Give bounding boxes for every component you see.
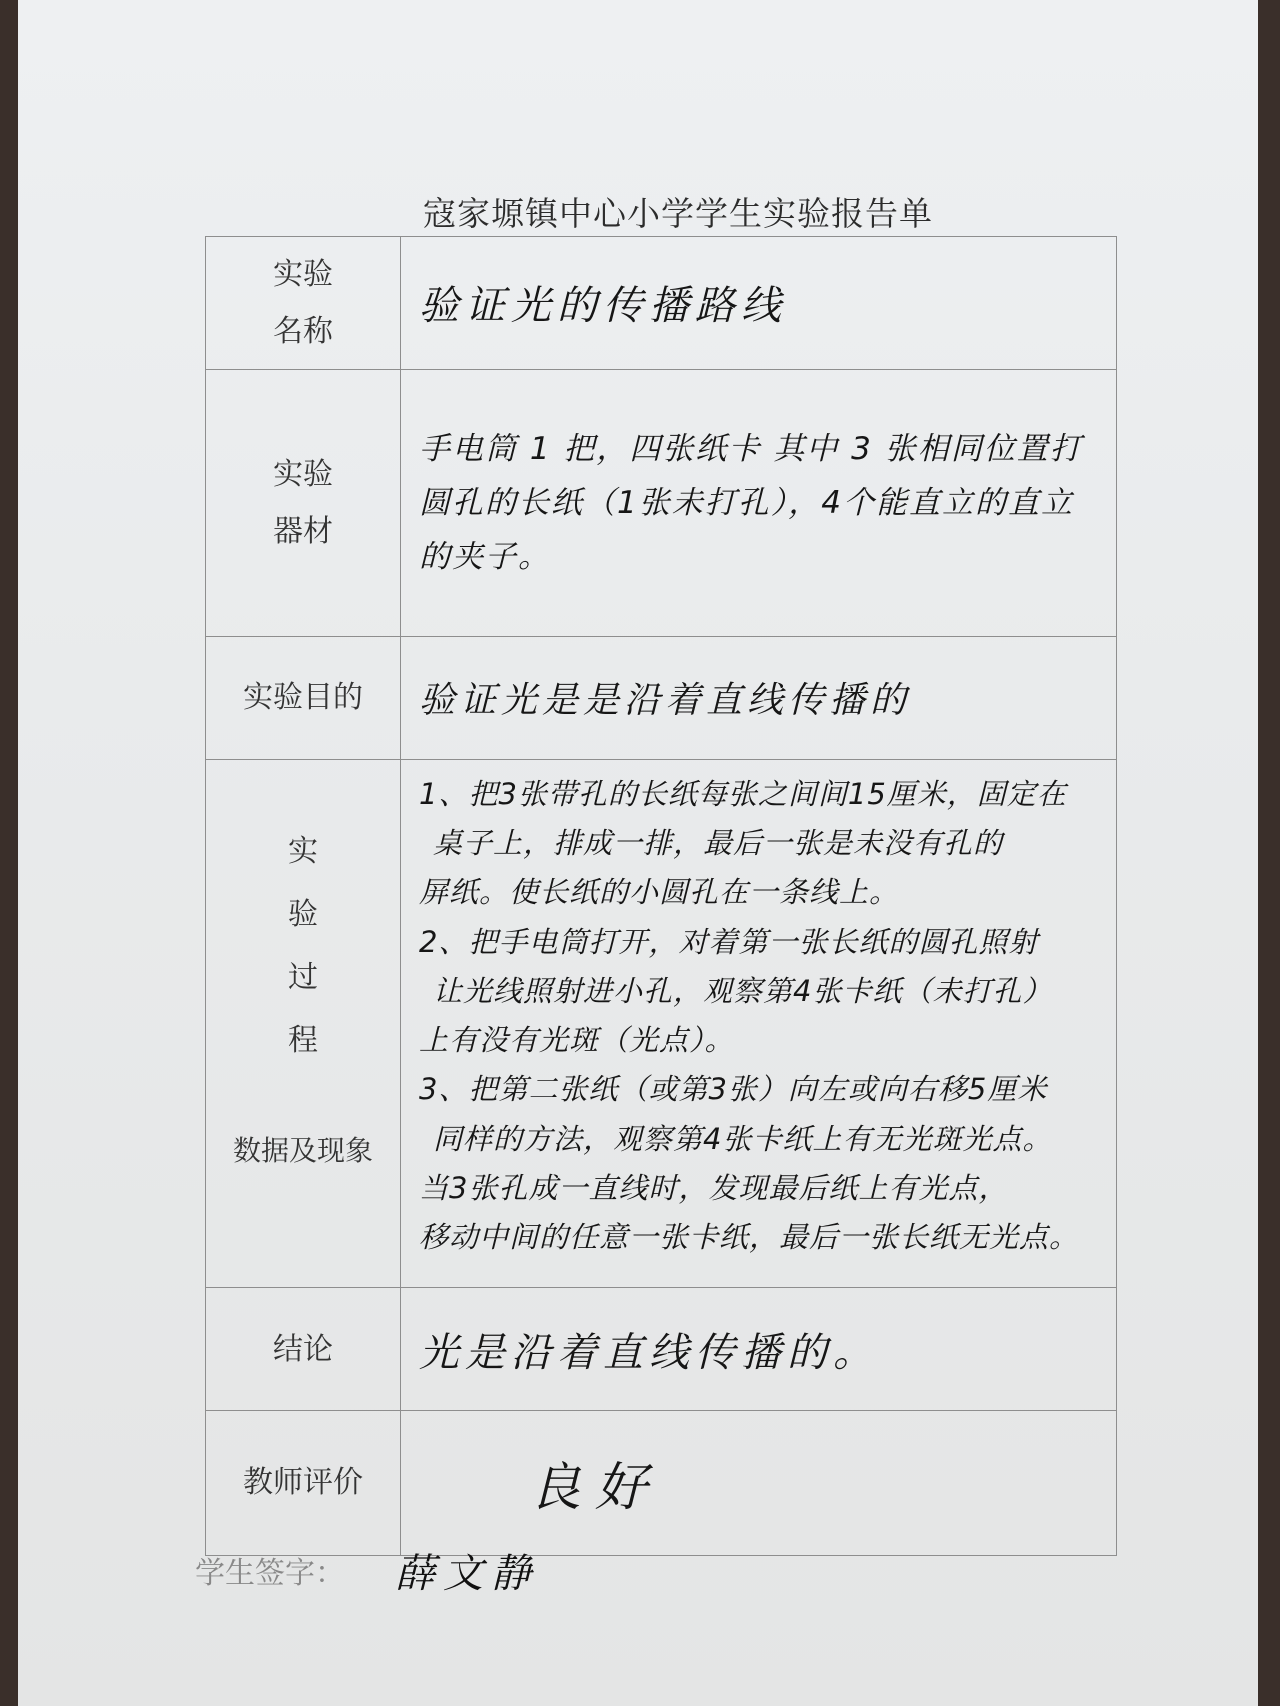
process-line: 当3张孔成一直线时，发现最后纸上有光点， (419, 1170, 1009, 1205)
table-row (206, 637, 1117, 759)
process-line: 屏纸。使长纸的小圆孔在一条线上。 (419, 875, 900, 910)
label-text-data: 数据及现象 (232, 1133, 373, 1167)
row-value-conclusion (401, 1288, 1117, 1410)
row-value-process (401, 759, 1117, 1288)
process-line: 1、把3张带孔的长纸每张之间间15厘米，固定在 (419, 776, 1067, 811)
label-text: 实 验 过 程 (288, 833, 318, 1058)
process-line: 桌子上，排成一排，最后一张是未没有孔的 (433, 825, 1004, 860)
process-line: 同样的方法，观察第4张卡纸上有无光斑光点。 (433, 1121, 1053, 1156)
label-text: 教师评价 (243, 1465, 363, 1501)
process-line: 上有没有光斑（光点）。 (419, 1023, 735, 1058)
process-line: 2、把手电筒打开，对着第一张长纸的圆孔照射 (419, 924, 1039, 959)
row-label-evaluation (206, 1410, 401, 1555)
process-line: 3、把第二张纸（或第3张）向左或向右移5厘米 (419, 1072, 1048, 1107)
label-text: 结论 (273, 1331, 333, 1367)
student-signature: 薛文静 (395, 1550, 539, 1597)
row-label-conclusion (206, 1288, 401, 1410)
signature-row (195, 1540, 895, 1600)
row-label-purpose (206, 637, 401, 759)
row-value-name (401, 237, 1117, 370)
table-row (206, 1288, 1117, 1410)
row-label-process (206, 759, 401, 1288)
page-title: 寇家塬镇中心小学学生实验报告单 (423, 194, 933, 233)
signature-label: 学生签字： (195, 1556, 345, 1591)
label-text: 实验 器材 (273, 456, 333, 549)
conclusion-text: 光是沿着直线传播的。 (419, 1329, 879, 1376)
row-value-purpose (401, 637, 1117, 759)
experiment-name: 验证光的传播路线 (419, 283, 787, 330)
purpose-text: 验证光是是沿着直线传播的 (419, 680, 912, 722)
table-row (206, 369, 1117, 637)
teacher-grade: 良好 (529, 1458, 662, 1519)
table-row (206, 759, 1117, 1288)
table-row (206, 1410, 1117, 1555)
row-label-materials (206, 369, 401, 637)
label-text: 实验目的 (243, 680, 363, 716)
process-line: 让光线照射进小孔，观察第4张卡纸（未打孔） (433, 973, 1053, 1008)
row-value-evaluation (401, 1410, 1117, 1555)
label-text: 实验 名称 (273, 256, 333, 349)
row-label-name (206, 237, 401, 370)
materials-text: 手电筒 1 把，四张纸卡 其中 3 张相同位置打圆孔的长纸（1张未打孔），4个能直立的直立的夹子。 (419, 430, 1083, 576)
process-text (419, 770, 1098, 1263)
row-value-materials (401, 369, 1117, 637)
table-row (206, 237, 1117, 370)
report-table (205, 236, 1117, 1556)
process-line: 移动中间的任意一张卡纸，最后一张长纸无光点。 (419, 1220, 1080, 1255)
